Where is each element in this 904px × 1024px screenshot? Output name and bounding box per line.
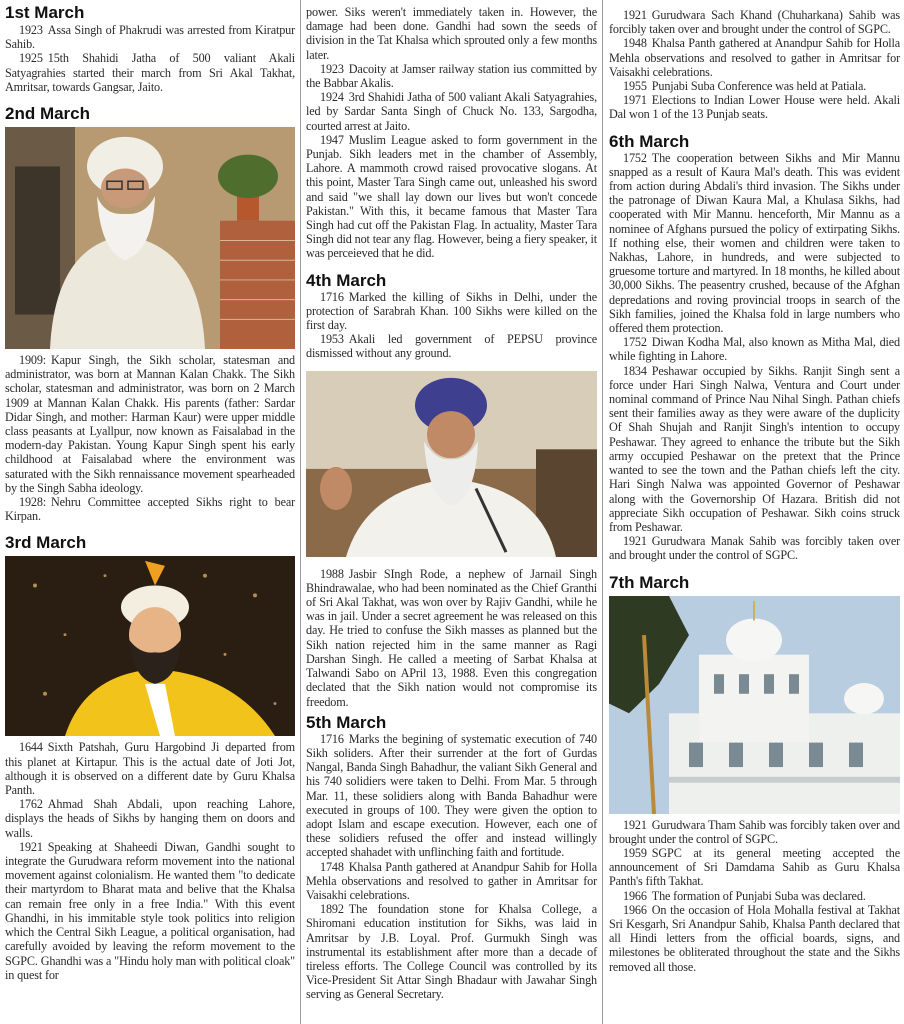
section-3rd-march-continued bbox=[306, 5, 597, 261]
entry-text: Khalsa Panth gathered at Anandpur Sahib for Holla Mehla observations and resolved to gather in Amritsar for Vaisakhi celebrations. bbox=[306, 859, 597, 902]
entry bbox=[609, 335, 900, 363]
entry bbox=[609, 8, 900, 36]
photo-jasbir-singh-rode bbox=[306, 371, 597, 557]
entry bbox=[5, 353, 295, 495]
entry-text: Assa Singh of Phakrudi was arrested from Kiratpur Sahib. bbox=[5, 23, 295, 52]
section-2nd-march-text bbox=[5, 353, 295, 523]
section-1st-march bbox=[5, 3, 295, 94]
entry-year: 1752 bbox=[623, 335, 647, 350]
section-heading: 1st March bbox=[5, 3, 85, 22]
section-heading: 4th March bbox=[306, 270, 387, 290]
entry bbox=[5, 740, 295, 797]
entry-year: 1953 bbox=[320, 332, 344, 347]
entry-text: Speaking at Shaheedi Diwan, Gandhi sought to integrate the Gurudwara reform movement into the national movement against colonialism. He wanted them "to dedicate their martyrdom to Bharat mata and belive that the Khalsa can remain free only in a free India." With this event Ghandhi, in his immitable style took politics into religion which the Central Sikh League, a political organisation, had carefully avoided by leaving the reform movement to the SGPC. Ghandhi was a "Hindu holy man with political cloak" in quest for bbox=[5, 839, 295, 982]
column-divider bbox=[602, 0, 603, 1024]
entry-year: 1966 bbox=[623, 888, 647, 903]
entry bbox=[306, 62, 597, 90]
entry bbox=[609, 36, 900, 79]
section-heading: 7th March bbox=[609, 572, 690, 592]
entry-year: 1921 bbox=[19, 839, 43, 854]
entry bbox=[609, 903, 900, 974]
column-1 bbox=[5, 3, 295, 982]
entry bbox=[5, 51, 295, 94]
entry-year: 1925 bbox=[19, 51, 43, 66]
entry-year: 1752 bbox=[623, 150, 647, 165]
entry-text: 3rd Shahidi Jatha of 500 valiant Akali Satyagrahies, led by Sardar Santa Singh of Chuck No. 133, Sargodha, courted arrest at Jaito. bbox=[306, 90, 597, 133]
photo-kapur-singh bbox=[5, 127, 295, 349]
entry-year: 1928: bbox=[19, 495, 47, 510]
entry-year: 1923 bbox=[320, 61, 344, 76]
entry-year: 1921 bbox=[623, 8, 647, 22]
section-7th-march-text bbox=[609, 818, 900, 974]
entry bbox=[306, 133, 597, 261]
entry bbox=[306, 290, 597, 333]
entry-text: Peshawar occupied by Sikhs. Ranjit Singh sent a force under Hari Singh Nalwa, Ventura and Court under nominal command of Prince Nau Nihal Singh. Pathan chiefs sent their families away as they were aware of the duplicity Of Shah Shujah and Ranjit Singh's intention to occupy Peshawar. They agreed to enhance the tribute but the Sikh army occupied Peshawar on the pretext that the Prince wanted to see the town and the Pathan chiefs left the city. Hari Singh Nalwa was appointed Governor of Peshawar along with the Governorship Of Hazara. British did not appreciate Sikh occupation of Peshawar. Sikh coins struck from Peshawar. bbox=[609, 363, 900, 534]
entry bbox=[5, 495, 295, 523]
entry-year: 1921 bbox=[623, 817, 647, 832]
section-heading: 6th March bbox=[609, 131, 690, 151]
column-3 bbox=[609, 3, 900, 974]
section-7th-march bbox=[609, 573, 900, 592]
entry bbox=[609, 93, 900, 121]
entry-text: Dacoity at Jamser railway station ius committed by the Babbar Akalis. bbox=[306, 61, 597, 91]
section-3rd-march bbox=[5, 533, 295, 552]
entry-text: Gurudwara Tham Sahib was forcibly taken over and brought under the control of SGPC. bbox=[609, 817, 900, 846]
entry-text: Jasbir SIngh Rode, a nephew of Jarnail Singh Bhindrawalae, who had been nominated as the Chief Granthi of Sri Akal Takhat, was won over by Rajiv Gandhi, while he was in jail. Under a secret agreement he was released on this day. He tried to confuse the Sikh masses as planned but the Sikh nation rejected him in the same manner as Ragi Darshan Singh. He called a meeting of Sarbat Khalsa at Talwandi Sabo on APril 13, 1988. Even this congregation declated that the Sikh nation would not compromise its freedom. bbox=[306, 566, 597, 709]
entry-year: 1947 bbox=[320, 132, 344, 147]
photo-gurudwara bbox=[609, 596, 900, 814]
section-4th-march bbox=[306, 271, 597, 361]
entry bbox=[609, 79, 900, 93]
entry-text: Elections to Indian Lower House were held. Akali Dal won 1 of the 13 Punjab seats. bbox=[609, 93, 900, 122]
entry-text: Kapur Singh, the Sikh scholar, statesman and administrator, was born at Mannan Kalan Chakk. The Sikh scholar, statesman and administrator, was born on 2 March 1909 at Mannan Kalan Chakk. His parents (father: Sardar Didar Singh, and mother: Harman Kaur) were upper middle class peasants at Lyallpur, now known as Faisalabad in the modern-day Pakistan. Young Kapur Singh spent his early childhood at Faisalabad where the environment was saturated with the Sikh rennaissance movement spearheaded by the Singh Sabha ideology. bbox=[5, 353, 295, 495]
entry bbox=[306, 732, 597, 860]
entry bbox=[306, 860, 597, 903]
section-heading: 5th March bbox=[306, 712, 387, 732]
entry-text: The cooperation between Sikhs and Mir Mannu snapped as a result of Kaura Mal's death. This was evident from action during Abdali's third invasion. The Sikhs under the patronage of Diwan Kaura Mal, a Khulasa Sikhs, had cooperated with Mir Mannu. henceforth, Mir Mannu as a nominee of Afghans pursued the policy of extirpating Sikhs. If nothing else, their women and children were taken to Nakhas, Lahore, in hundreds, and were subjected to gruesome torture and martyred. In 18 months, he killed about 30,000 Sikhs. The peasentry crushed, because of the Afghan depredations and roving provincial troops in search of the Sikh families, joined the Khalsa fold in large numbers who offered them protection. bbox=[609, 150, 900, 336]
entry-year: 1924 bbox=[320, 90, 344, 105]
column-2 bbox=[306, 3, 597, 1002]
entry-text: The formation of Punjabi Suba was declared. bbox=[651, 888, 866, 903]
entry bbox=[5, 840, 295, 982]
entry bbox=[609, 846, 900, 889]
entry-year: 1892 bbox=[320, 902, 344, 917]
entry-text: Gurudwara Sach Khand (Chuharkana) Sahib was forcibly taken over and brought under the control of SGPC. bbox=[609, 8, 900, 37]
entry-year: 1923 bbox=[19, 23, 43, 37]
column-divider bbox=[300, 0, 301, 1024]
entry bbox=[306, 332, 597, 360]
entry-text: Marked the killing of Sikhs in Delhi, under the protection of Sarabrah Khan. 100 Sikhs were killed on the first day. bbox=[306, 289, 597, 333]
entry-text: Gurudwara Manak Sahib was forcibly taken over and brought under the control of SGPC. bbox=[609, 534, 900, 563]
entry-text: Marks the begining of systematic execution of 740 Sikh soliders. After their surrender at the fort of Gurdas Nangal, Banda Singh Bahadhur, the valiant Sikh General and his 740 solidiers were taken to Delhi. From Mar. 5 through Mar. 11, these solidiers along with Banda Bahadhur were executed in groups of 100. They were given the option to adopt Islam and escape execution. However, each one of these solidiers refused the offer and instead willingly accepted shahadet with unflinching faith and fortitude. bbox=[306, 731, 597, 860]
entry-text: Diwan Kodha Mal, also known as Mitha Mal, died while fighting in Lahore. bbox=[609, 335, 900, 364]
entry bbox=[5, 797, 295, 840]
section-4th-march-text bbox=[306, 567, 597, 709]
entry bbox=[609, 889, 900, 903]
section-2nd-march bbox=[5, 104, 295, 123]
entry bbox=[609, 818, 900, 846]
entry-year: 1834 bbox=[623, 363, 647, 378]
entry-year: 1716 bbox=[320, 731, 344, 746]
entry-year: 1971 bbox=[623, 93, 647, 108]
entry bbox=[5, 23, 295, 51]
entry-year: 1966 bbox=[623, 902, 647, 917]
entry-text: Sixth Patshah, Guru Hargobind Ji departed from this planet at Kirtapur. This is the actual date of Joti Jot, although it is observed on a different date by Guru Khalsa Panth. bbox=[5, 740, 295, 798]
entry-text: SGPC at its general meeting accepted the announcement of Sri Damdama Sahib as Guru Khalsa Panth's fifth Takhat. bbox=[609, 845, 900, 889]
entry-text: Punjabi Suba Conference was held at Patiala. bbox=[651, 79, 867, 94]
entry-text: Nehru Committee accepted Sikhs right to bear Kirpan. bbox=[5, 495, 295, 524]
entry-year: 1921 bbox=[623, 534, 647, 549]
entry bbox=[609, 364, 900, 534]
entry-text: 15th Shahidi Jatha of 500 valiant Akali Satyagrahies started their march from Sri Akal Takhat, Amritsar, towards Gangsar, Jaito. bbox=[5, 51, 295, 94]
entry-text: Khalsa Panth gathered at Anandpur Sahib for Holla Mehla observations and resolved to gather in Amritsar for Vaisakhi celebrations. bbox=[609, 36, 900, 79]
entry-year: 1955 bbox=[623, 79, 647, 94]
entry-year: 1959 bbox=[623, 845, 647, 860]
section-heading: 2nd March bbox=[5, 104, 91, 124]
entry bbox=[609, 151, 900, 336]
section-5th-march-continued bbox=[609, 8, 900, 122]
illustration-guru-hargobind bbox=[5, 556, 295, 736]
entry bbox=[609, 534, 900, 562]
section-heading: 3rd March bbox=[5, 533, 87, 553]
entry-year: 1716 bbox=[320, 289, 344, 304]
entry-text: The foundation stone for Khalsa College, a Shiromani education institution for Sikhs, was laid in Amritsar by J.B. Loyal. Prof. Gurmukh Singh was instrumental its establishment after more than a decade of tireless efforts. The College Council was controlled by its Vice-President Sit Attar Singh Bhadaur with Jawahar Singh serving as General Secretary. bbox=[306, 902, 597, 1002]
entry bbox=[306, 567, 597, 709]
entry-text: Muslim League asked to form government in the Punjab. Sikh leaders met in the chamber of Assembly, Lahore. A mammoth crowd raised provocative slogans. At this point, Master Tara Singh came out, unleashed his sword and said "we shall lay down our lives but won't concede Pakistan." With this, it became famous that Master Tara Singh had cut off the Pakistan Flag. In actuality, Master Tara Singh did not tear any flag. However, being a fiery speaker, it was perceieved that he did. bbox=[306, 132, 597, 261]
entry-year: 1909: bbox=[19, 353, 47, 368]
section-6th-march bbox=[609, 132, 900, 563]
section-5th-march bbox=[306, 713, 597, 1002]
entry-text: Ahmad Shah Abdali, upon reaching Lahore, displays the heads of Sikhs by hanging them on doors and walls. bbox=[5, 797, 295, 840]
entry-text: On the occasion of Hola Mohalla festival at Takhat Sri Kesgarh, Sri Anandpur Sahib, Khalsa Panth declared that all Hindi letters from the official boards, signs, and milestones be obliterated throughout the state and the Sikhs removed all those. bbox=[609, 902, 900, 974]
entry-year: 1644 bbox=[19, 740, 43, 755]
entry-year: 1988 bbox=[320, 566, 344, 581]
entry-year: 1948 bbox=[623, 36, 647, 51]
entry bbox=[306, 90, 597, 133]
entry-text: Akali led government of PEPSU province dismissed without any ground. bbox=[306, 332, 597, 361]
entry-year: 1762 bbox=[19, 797, 43, 812]
section-3rd-march-text bbox=[5, 740, 295, 981]
entry-year: 1748 bbox=[320, 859, 344, 874]
entry bbox=[306, 902, 597, 1001]
entry-continued: power. Siks weren't immediately taken in. However, the damage had been done. Gandhi had sown the seeds of division in the Tat Khalsa which sprouted only a few months later. bbox=[306, 5, 597, 62]
